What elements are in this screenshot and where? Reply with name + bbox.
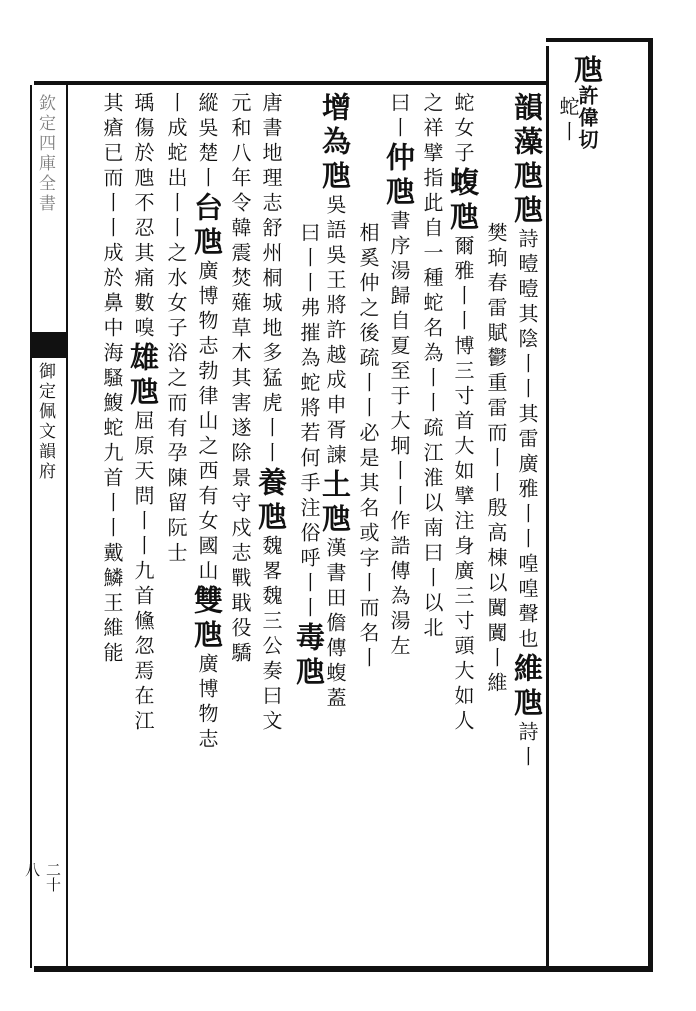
gloss-text: 瑀傷於虺不忍其痛數嗅 [131, 92, 155, 342]
top-border [34, 81, 548, 85]
gloss-text: 漢書田儋傳蝮蓋 [323, 537, 347, 712]
gloss-text: 廣博物志勃律山之西有女國山 [195, 260, 219, 585]
headword: 台 [190, 192, 224, 226]
gloss-text: 許偉切 [575, 85, 599, 151]
headword: 虺 [570, 54, 604, 85]
gutter-rule-right [66, 85, 68, 968]
gloss-text: 相奚仲之後疏丨丨必是其名或字丨而名丨 [356, 222, 380, 672]
text-column-c4 [486, 222, 506, 697]
gloss-text: 縱吳楚丨 [195, 92, 219, 192]
text-column-c12 [230, 92, 250, 667]
gloss-text: 海騷鰒蛇九首丨丨戴鱗王維能 [100, 342, 124, 667]
gloss-text: 廣博物志 [195, 653, 219, 753]
gloss-text: 書序湯歸自夏至于大坰丨丨作誥傳為湯左 [387, 210, 411, 660]
headword: 蝮 [446, 167, 480, 201]
gloss-text: 陳留阮士 [164, 467, 188, 567]
gloss-text: 曰丨丨弗摧為蛇將若何 [297, 222, 321, 472]
bottom-border [34, 966, 653, 972]
text-column-c11 [254, 92, 288, 735]
headword: 為 [318, 126, 352, 160]
side-title: 御定佩文韻府 [35, 362, 55, 482]
headword: 雙 [190, 585, 224, 619]
gloss-text: 丨維 [484, 647, 508, 697]
fishtail-mark [32, 332, 66, 358]
gloss-text: 魏畧魏三公奏曰文 [259, 535, 283, 735]
top-border-title [546, 38, 650, 42]
headword: 虺 [318, 503, 352, 537]
text-column-c14 [166, 92, 186, 567]
headword: 維 [510, 653, 544, 687]
text-column-c15 [126, 92, 160, 735]
headword: 虺 [446, 201, 480, 235]
headword: 虺 [382, 176, 416, 210]
text-column-c16 [102, 92, 122, 667]
text-column-c5 [446, 92, 480, 735]
gloss-text: 擘指此自一種蛇名為丨丨疏江淮以南曰丨以北 [420, 142, 444, 642]
gloss-text: 其瘡已而丨丨成於鼻中 [100, 92, 124, 342]
gloss-text: 詩曀曀其陰丨丨其雷廣雅丨丨喤喤聲也 [515, 228, 539, 653]
gloss-text: 丨成蛇 [164, 92, 188, 167]
gloss-text: 元和八年令韓震焚薙草木其害遂除 [228, 92, 252, 467]
title-cell [546, 46, 653, 966]
gloss-text: 之祥 [420, 92, 444, 142]
text-column-c10 [292, 222, 326, 690]
gloss-text: 詩丨 [515, 721, 539, 771]
headword: 虺 [292, 656, 326, 690]
gloss-text: 出丨丨之水女子浴之而有孕 [164, 167, 188, 467]
gutter-rule-left [30, 85, 32, 968]
text-column-c8 [358, 222, 378, 672]
headword: 虺 [190, 619, 224, 653]
gloss-text: 蛇丨 [556, 96, 580, 146]
headword: 土 [318, 469, 352, 503]
gloss-text: 景守戍志戰戢役驕 [228, 467, 252, 667]
headword: 虺 [126, 376, 160, 410]
text-column-c3 [510, 92, 544, 771]
text-column-c6 [422, 92, 442, 642]
headword: 毒 [292, 622, 326, 656]
gloss-text: 樊珦春雷賦鬱重雷而丨丨殷高棟以闐闐 [484, 222, 508, 647]
page-number: 二十八 [23, 862, 62, 892]
gloss-text: 手注俗呼丨丨 [297, 472, 321, 622]
gloss-text: 曰丨 [387, 92, 411, 142]
headword: 虺 [318, 160, 352, 194]
text-column-c2 [558, 96, 578, 146]
headword: 養 [254, 467, 288, 501]
headword: 虺 [510, 687, 544, 721]
headword: 虺 [190, 226, 224, 260]
headword: 仲 [382, 142, 416, 176]
margin-label: 欽定四庫全書 [35, 94, 55, 214]
headword: 增 [318, 92, 352, 126]
headword: 韻藻 [510, 92, 544, 160]
headword: 虺 [254, 501, 288, 535]
gloss-text: 吳語吳王將許越成申胥諫 [323, 194, 347, 469]
gloss-text: 蛇女子 [451, 92, 475, 167]
headword: 虺虺 [510, 160, 544, 228]
gloss-text: 屈原天問丨丨九首儵忽焉在江 [131, 410, 155, 735]
text-column-c9 [318, 92, 352, 712]
gloss-text: 唐書地理志舒州桐城地多猛虎丨丨 [259, 92, 283, 467]
text-column-c13 [190, 92, 224, 753]
gloss-text: 爾雅丨丨博三寸首大如擘注身廣三寸頭大如人 [451, 235, 475, 735]
headword: 雄 [126, 342, 160, 376]
text-column-c7 [382, 92, 416, 660]
